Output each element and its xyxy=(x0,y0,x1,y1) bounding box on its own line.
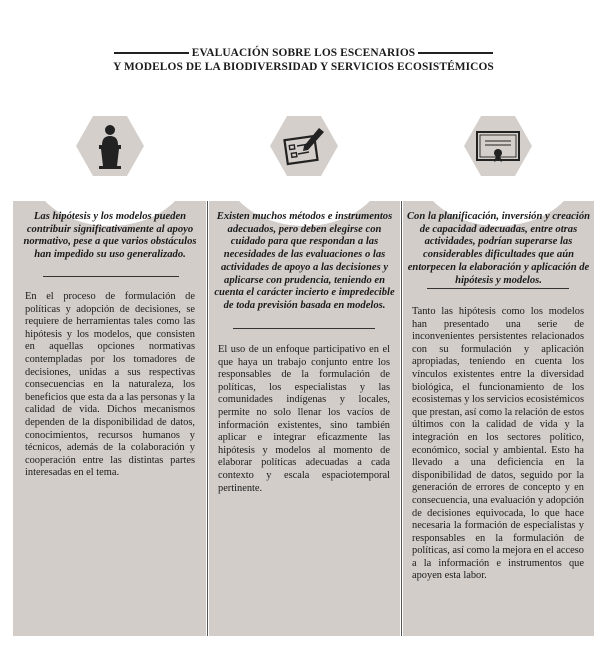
column-1-lead-rule xyxy=(43,276,179,277)
title-line-1: EVALUACIÓN SOBRE LOS ESCENARIOS xyxy=(191,47,416,59)
title-rule-right xyxy=(418,52,493,54)
column-1-lead: Las hipótesis y los modelos pueden contribuir significativamente al apoyo normativo, pese a que varios obstáculos han impedido su uso generalizado. xyxy=(23,211,197,261)
infographic xyxy=(13,26,594,636)
column-3-body: Tanto las hipótesis como los modelos han presentado una serie de inconvenientes persistentes relacionados con su formulación y aplicación apropiadas, teniendo en cuenta los vínculos existentes entre la diversidad biológica, el funcionamiento de los ecosistemas y los servicios ecosistémicos que prestan, así como la relación de estos últimos con la calidad de vida y la integración en los sectores político, económico, social y ambiental. Esto ha llevado a una deficiencia en la disponibilidad de datos, seguido por la generación de errores de concepto y en consecuencia, una evaluación y adopción de decisiones equivocada, lo que hace necesaria la formación de especialistas y responsables en la formulación de políticas, así como la mejora en el acceso a la información e instrumentos que apoyen esta labor. xyxy=(412,306,584,582)
certificate-icon xyxy=(463,114,533,178)
column-1-body: En el proceso de formulación de políticas y adopción de decisiones, se requiere de herramientas tales como las hipótesis y los modelos, que consisten en aquellas opciones normativas contempladas por los tomadores de decisiones, unidas a sus respectivas consecuencias en la naturaleza, los beneficios que esta da a las personas y la calidad de vida. Dichos mecanismos dependen de la disponibilidad de datos, conocimientos, recursos humanos y técnicos, además de la colaboración y cooperación entre las distintas partes interesadas en el tema. xyxy=(25,291,195,479)
column-2-lead: Existen muchos métodos e instrumentos adecuados, pero deben elegirse con cuidado para que respondan a las necesidades de las evaluaciones o las actividades de apoyo a las decisiones y aplicarse con prudencia, teniendo en cuenta el carácter incierto e impredecible de toda previsión basada en modelos. xyxy=(214,211,395,311)
column-2-body: El uso de un enfoque participativo en el que haya un trabajo conjunto entre los responsables de la formulación de políticas, los especialistas y las comunidades indígenas y locales, permite no solo llenar los vacíos de información existentes, sino también aplicar e integrar eficazmente las hipótesis y modelos al momento de elaborar políticas adecuadas a cada contexto y escala espaciotemporal pertinente. xyxy=(218,344,390,494)
column-3-lead: Con la planificación, inversión y creación de capacidad adecuadas, entre otras actividades, podrían superarse las considerables dificultades que aún entorpecen la elaboración y aplicación de hipótesis y modelos. xyxy=(406,211,591,286)
title-rule-left xyxy=(114,52,189,54)
title-line-2: Y MODELOS DE LA BIODIVERSIDAD Y SERVICIOS ECOSISTÉMICOS xyxy=(113,61,494,73)
column-3-lead-rule xyxy=(427,288,569,289)
column-2-lead-rule xyxy=(233,328,375,329)
column-divider xyxy=(207,191,208,636)
clipboard-pen-icon xyxy=(269,114,339,178)
speaker-podium-icon xyxy=(75,114,145,178)
column-divider xyxy=(401,191,402,636)
page-title xyxy=(13,46,594,74)
